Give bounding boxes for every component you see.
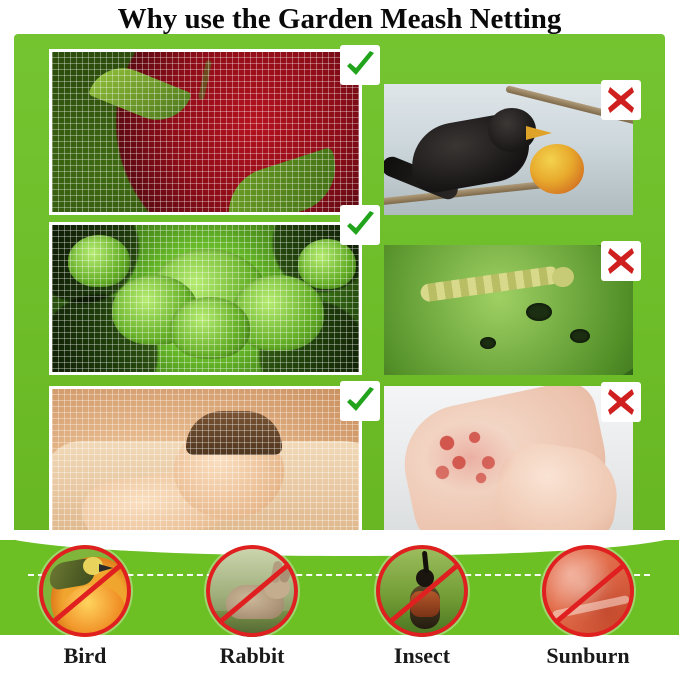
threat-badge-bird: [37, 543, 133, 639]
photo-baby-with-netting: [49, 386, 362, 544]
leaf-shape: [384, 245, 633, 375]
leaf-hole: [480, 337, 496, 349]
stem-shape: [198, 60, 212, 100]
lettuce-photo: [52, 225, 359, 372]
insect-shell-shape: [410, 591, 440, 617]
apple-photo: [52, 52, 359, 212]
rash-spots: [424, 422, 516, 492]
lettuce-leaf: [298, 239, 356, 289]
threat-badge-rabbit: [204, 543, 300, 639]
threat-label-insect: Insect: [393, 643, 451, 668]
bird-beak-shape: [99, 564, 113, 572]
skin-shading: [542, 545, 634, 637]
threat-badge-insect: [374, 543, 470, 639]
bird-icon: [39, 545, 131, 637]
baby-photo: [52, 389, 359, 541]
title-bar: [0, 0, 679, 38]
photo-bird-pecking-apple: [384, 84, 633, 215]
threat-badge-sunburn: [540, 543, 636, 639]
photo-caterpillar-eating-leaf: [384, 245, 633, 375]
fruit-shape: [63, 585, 125, 635]
photo-lettuce-with-netting: [49, 222, 362, 375]
apple-shape: [530, 144, 584, 194]
caterpillar-photo: [384, 245, 633, 375]
cross-mark-row-2: [601, 241, 641, 281]
lettuce-leaf: [170, 297, 250, 359]
cross-mark-row-3: [601, 382, 641, 422]
insect-icon: [376, 545, 468, 637]
threat-label-bird: Bird: [63, 643, 107, 668]
leaf-shape: [88, 57, 192, 130]
threat-label-rabbit: Rabbit: [219, 643, 285, 668]
leaf-hole: [526, 303, 552, 321]
check-mark-row-2: [340, 205, 380, 245]
threat-label-sunburn: Sunburn: [546, 643, 630, 668]
leaf-hole: [570, 329, 590, 343]
photo-skin-rash: [384, 386, 633, 544]
check-mark-row-1: [340, 45, 380, 85]
photo-apple-with-netting: [49, 49, 362, 215]
rash-photo: [384, 386, 633, 544]
check-mark-row-3: [340, 381, 380, 421]
insect-horn-shape: [422, 551, 429, 573]
baby-hair-shape: [186, 411, 282, 455]
leaf-shape: [217, 147, 347, 215]
cross-mark-row-1: [601, 80, 641, 120]
rabbit-icon: [206, 545, 298, 637]
bird-photo: [384, 84, 633, 215]
page-title: Why use the Garden Meash Netting: [117, 2, 562, 35]
sunburn-icon: [542, 545, 634, 637]
lettuce-leaf: [68, 235, 130, 287]
bird-beak-shape: [526, 126, 552, 140]
